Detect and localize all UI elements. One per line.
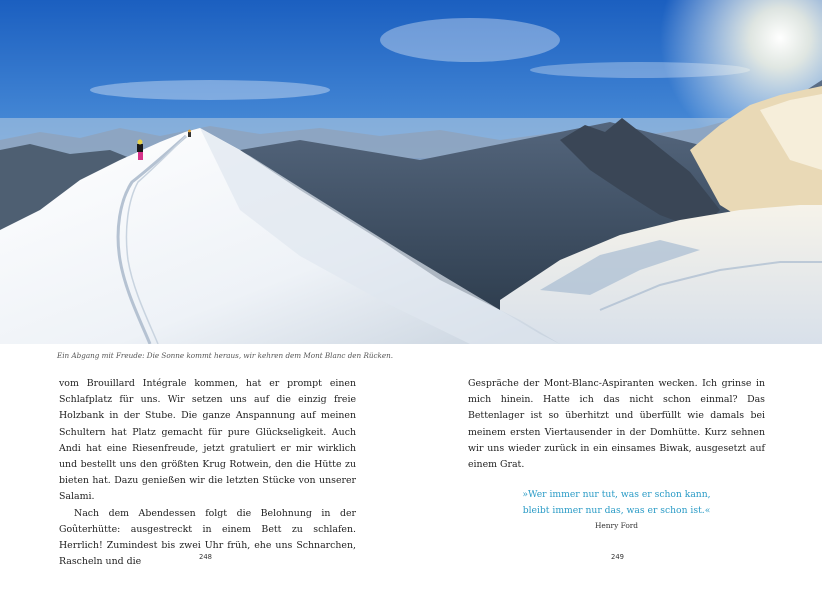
paragraph: Nach dem Abendessen folgt die Belohnung in der Goûterhütte: ausgestreckt in einem Bett zu schlafen. Herrlich! Zumindest bis zwei Uhr früh, ehe uns Schnarchen, Rascheln und die [59, 507, 356, 568]
paragraph: vom Brouillard Intégrale kommen, hat er prompt einen Schlafplatz für uns. Wir setzen uns auf die einzig freie Holzbank in der Stube. Die ganze Anspannung auf meinen Schultern hat Platz gemacht für pure Glückseligkeit. Auch Andi hat eine Riesenfreude, jetzt gratuliert er mir wirklich und bestellt uns den größten Krug Rotwein, den die Hütte zu bieten hat. Dazu genießen wir die letzten Stücke von unserer Salami. [59, 378, 356, 503]
quote-author: Henry Ford [594, 521, 639, 530]
photo-caption: Ein Abgang mit Freude: Die Sonne kommt heraus, wir kehren dem Mont Blanc den Rücken. [57, 351, 394, 360]
quote-block [468, 487, 765, 519]
right-column-text [468, 376, 765, 473]
page-number-right: 249 [611, 553, 624, 561]
page-number-left: 248 [199, 553, 212, 561]
left-column-text [59, 376, 356, 570]
quote-line: »Wer immer nur tut, was er schon kann, [522, 489, 711, 500]
quote-line: bleibt immer nur das, was er schon ist.« [522, 505, 711, 517]
paragraph: Gespräche der Mont-Blanc-Aspiranten wecken. Ich grinse in mich hinein. Hatte ich das nicht schon einmal? Das Bettenlager ist so überhitzt und überfüllt wie damals bei meinem ersten Viertausender in der Domhütte. Kurz sehnen wir uns wieder zurück in ein einsames Biwak, ausgesetzt auf einem Grat. [468, 378, 765, 471]
